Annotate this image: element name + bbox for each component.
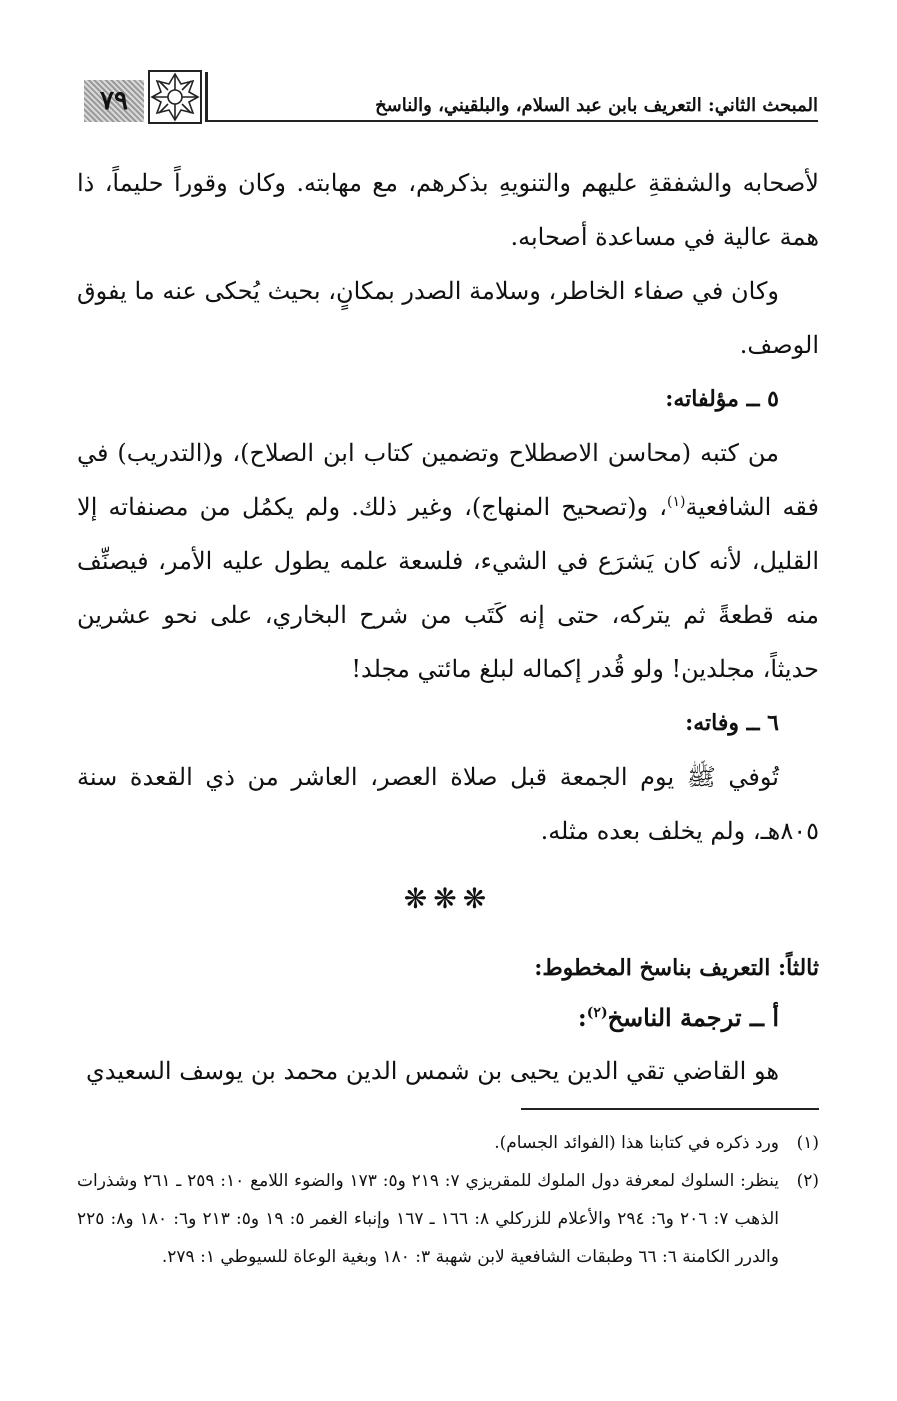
- paragraph-text: ، و(تصحيح المنهاج)، وغير ذلك. ولم يكمُل من مصنفاته إلا القليل، لأنه كان يَشرَع في الشيء، فلسعة علمه يطول عليه الأمر، فيصنِّف منه قطعةً ثم يتركه، حتى إنه كَتَب من شرح البخاري، على نحو عشرين حديثاً، مجلدين! ولو قُدر إكماله لبلغ مائتي مجلد!: [77, 493, 819, 683]
- section-title: ثالثاً: التعريف بناسخ المخطوط:: [534, 955, 819, 981]
- footnote-number: (١): [796, 1133, 819, 1153]
- header-divider: [205, 72, 208, 122]
- subsection-title: [77, 992, 819, 1044]
- footnote-ref[interactable]: (١): [666, 494, 686, 510]
- footnote-ref[interactable]: (٢): [586, 1005, 608, 1021]
- paragraph: لأصحابه والشفقةِ عليهم والتنويهِ بذكرهم، مع مهابته. وكان وقوراً حليماً، ذا همة عالية في مساعدة أصحابه.: [77, 169, 819, 251]
- footnote-item: [77, 1162, 819, 1276]
- paragraph: وكان في صفاء الخاطر، وسلامة الصدر بمكانٍ، بحيث يُحكى عنه ما يفوق الوصف.: [77, 277, 819, 359]
- header-rule: [208, 120, 818, 122]
- main-text: [77, 156, 819, 1098]
- asterism-separator: ❋❋❋: [403, 882, 493, 915]
- paragraph: تُوفي ﷺ يوم الجمعة قبل صلاة العصر، العاشر من ذي القعدة سنة ٨٠٥هـ، ولم يخلف بعده مثله.: [77, 763, 819, 845]
- running-header: [78, 68, 818, 122]
- footnotes: [77, 1124, 819, 1276]
- paragraph-works: [77, 426, 819, 696]
- section-heading-works: ٥ ــ مؤلفاته:: [665, 386, 779, 412]
- subsection-colon: :: [577, 1003, 587, 1032]
- section-heading-death: ٦ ــ وفاته:: [685, 710, 779, 736]
- page-number: ٧٩: [84, 80, 144, 122]
- subsection-title-text: أ ــ ترجمة الناسخ: [607, 1003, 779, 1032]
- footnote-item: [77, 1124, 819, 1162]
- footnote-number: (٢): [796, 1171, 819, 1191]
- ornament-icon: [148, 70, 202, 124]
- paragraph: هو القاضي تقي الدين يحيى بن شمس الدين محمد بن يوسف السعيدي: [85, 1057, 779, 1085]
- footnote-text: ورد ذكره في كتابنا هذا (الفوائد الجسام).: [494, 1133, 779, 1153]
- paragraph-text: من كتبه (محاسن الاصطلاح وتضمين كتاب ابن الصلاح)، و(التدريب) في فقه الشافعية: [77, 439, 819, 521]
- footnote-separator: [521, 1108, 819, 1110]
- footnote-text: ينظر: السلوك لمعرفة دول الملوك للمقريزي ٧: ٢١٩ و٥: ١٧٣ والضوء اللامع ١٠: ٢٥٩ ـ ٢٦١ وشذرات الذهب ٧: ٢٠٦ و٦: ٢٩٤ والأعلام للزركلي ٨: ١٦٦ ـ ١٦٧ وإنباء الغمر ٥: ١٩ و٥: ٢١٣ و٦: ١٨٠ و٨: ٢٢٥ والدرر الكامنة ٦: ٦٦ وطبقات الشافعية لابن شهبة ٣: ١٨٠ وبغية الوعاة للسيوطي ١: ٢٧٩.: [77, 1171, 779, 1267]
- header-title: المبحث الثاني: التعريف بابن عبد السلام، والبلقيني، والناسخ: [375, 95, 818, 116]
